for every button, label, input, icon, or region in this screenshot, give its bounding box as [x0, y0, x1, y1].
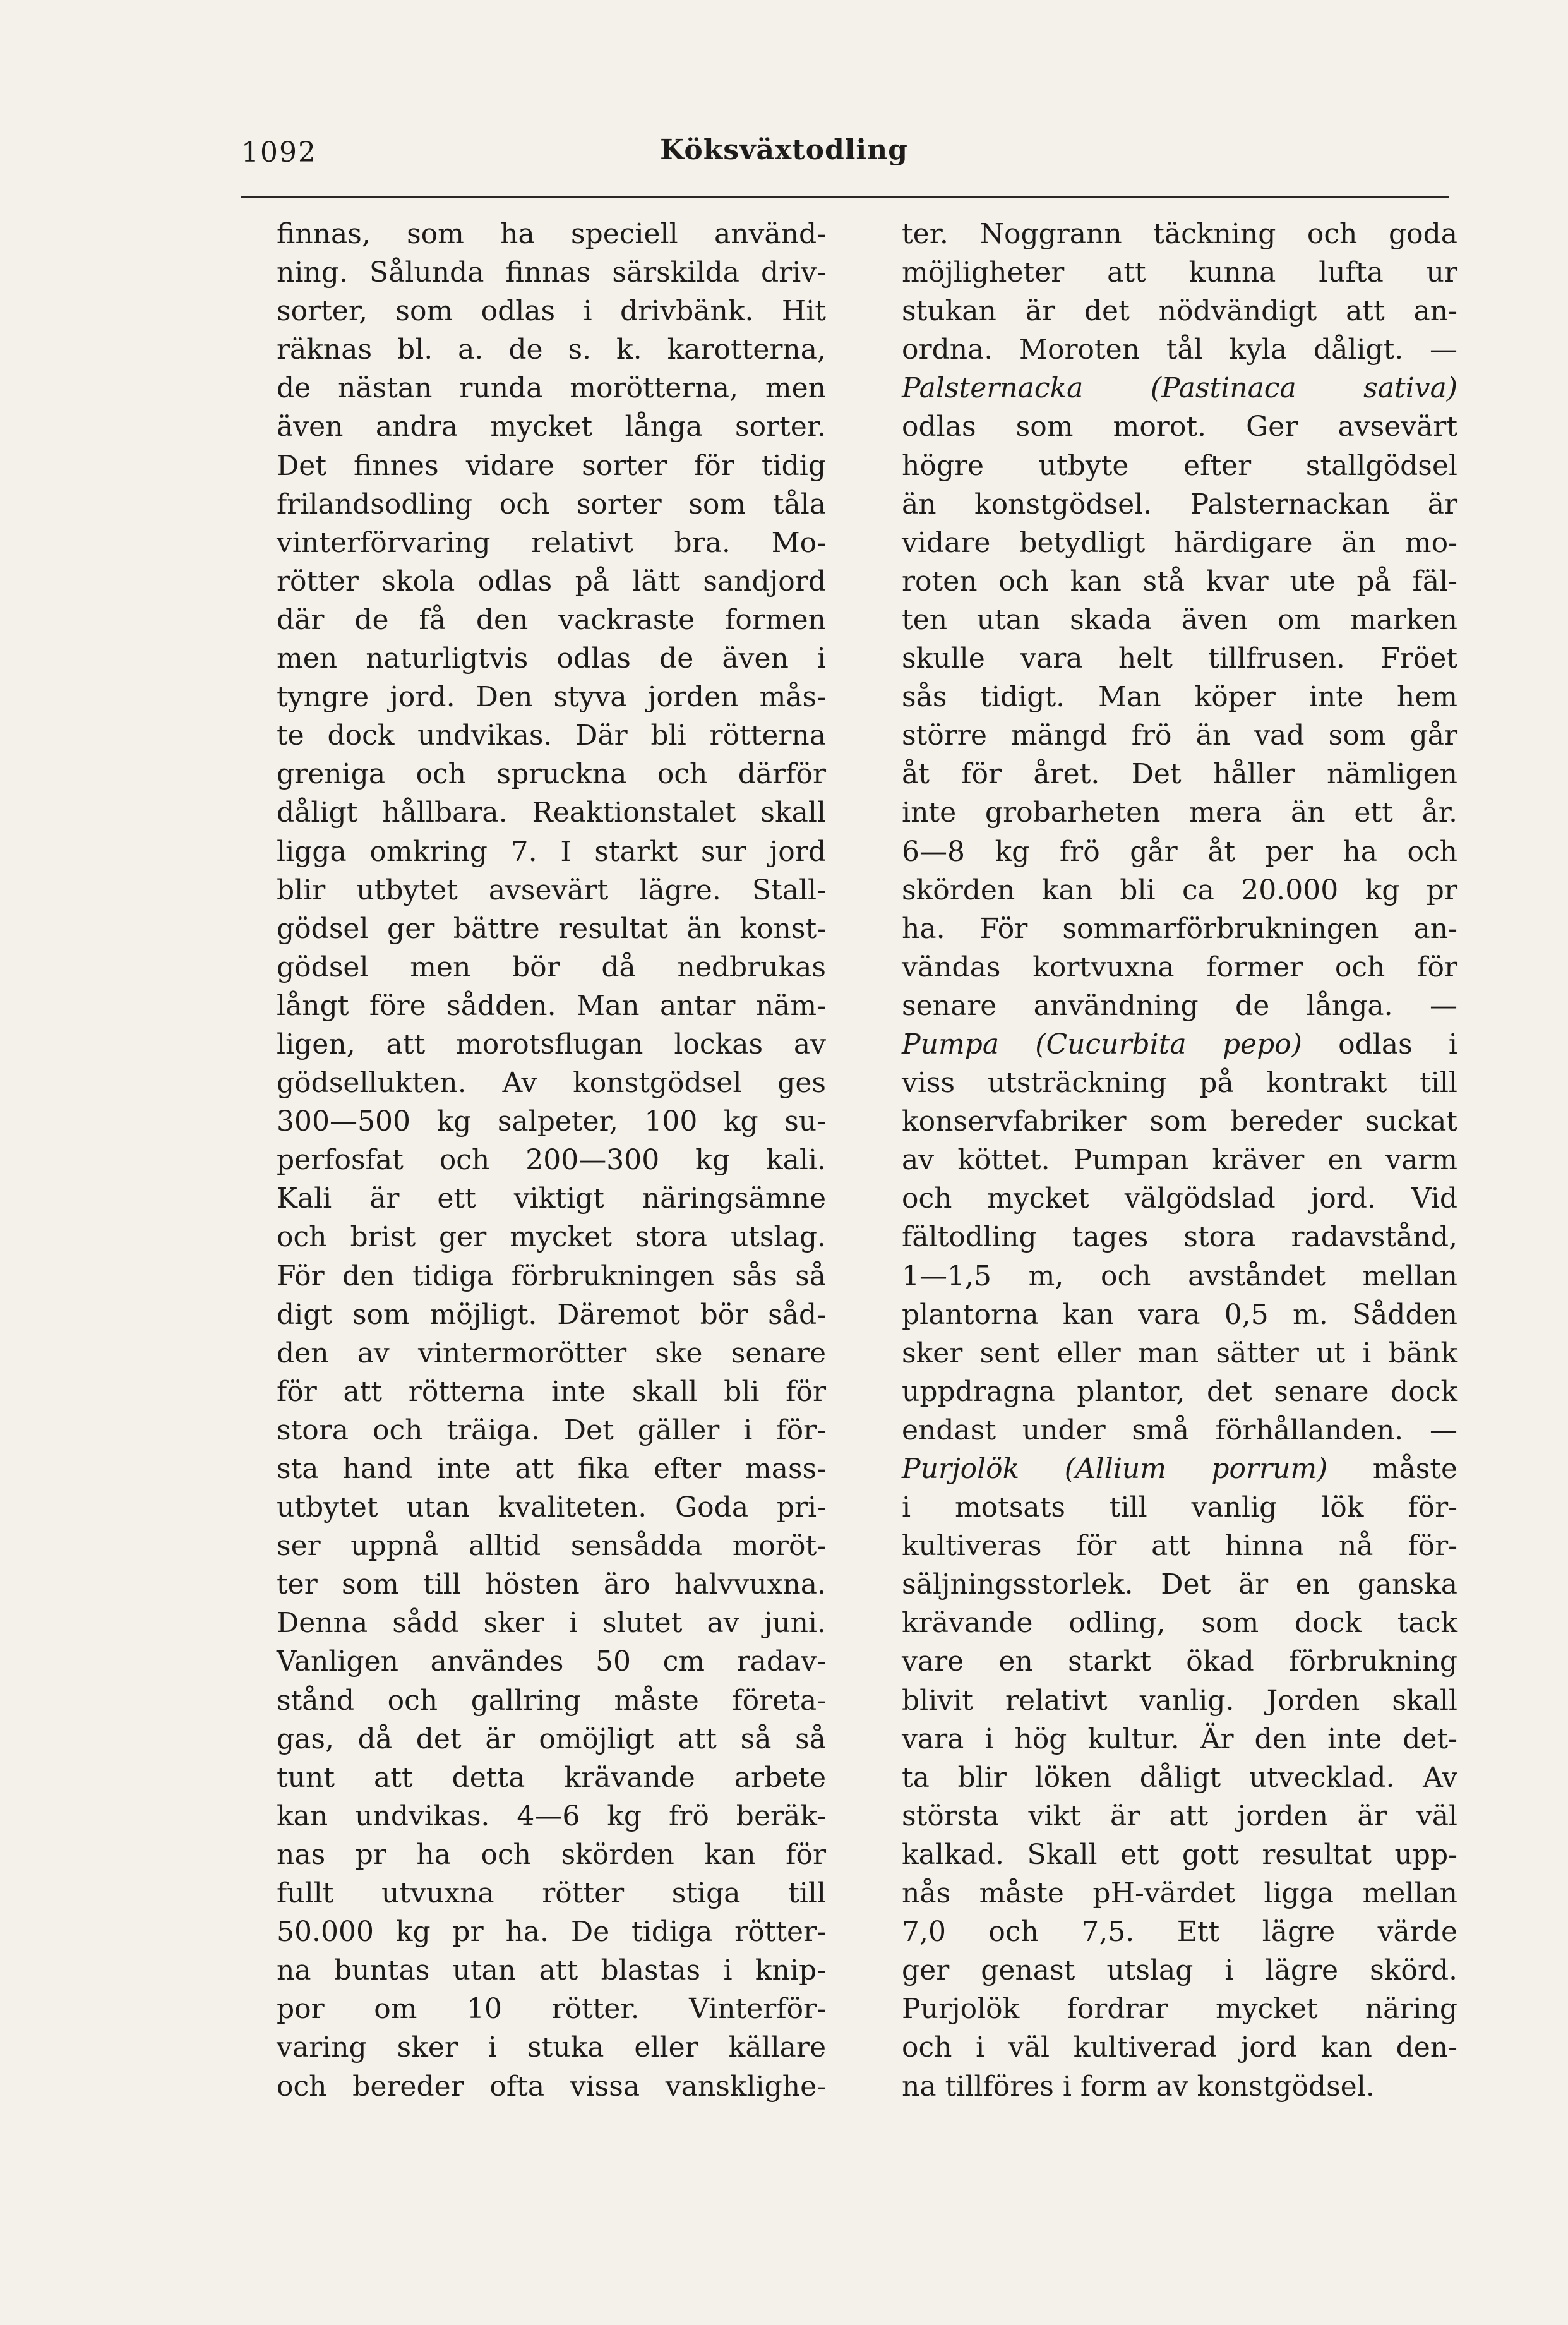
text-line: 7,0 och 7,5. Ett lägre värde — [902, 1916, 1457, 1949]
text-line: gödsellukten. Av konstgödsel ges — [277, 1067, 826, 1100]
text-line: tunt att detta krävande arbete — [277, 1761, 826, 1794]
text-line: räknas bl. a. de s. k. karotterna, — [277, 333, 826, 366]
text-line: av köttet. Pumpan kräver en varm — [902, 1144, 1457, 1177]
text-line: Palsternacka (Pastinaca sativa) — [902, 372, 1457, 405]
text-line: i motsats till vanlig lök för- — [902, 1491, 1457, 1524]
text-line: vara i hög kultur. Är den inte det- — [902, 1722, 1457, 1755]
text-line: vidare betydligt härdigare än mo- — [902, 526, 1457, 559]
text-line: större mängd frö än vad som går — [902, 719, 1457, 752]
left-column — [277, 215, 826, 2106]
text-line: tyngre jord. Den styva jorden mås- — [277, 681, 826, 714]
text-line: ordna. Moroten tål kyla dåligt. — — [902, 333, 1457, 366]
running-head: Köksväxtodling — [660, 134, 908, 166]
text-line: ter som till hösten äro halvvuxna. — [277, 1568, 826, 1601]
text-line: För den tidiga förbrukningen sås så — [277, 1259, 826, 1292]
text-line: 1—1,5 m, och avståndet mellan — [902, 1259, 1457, 1292]
text-line: långt före sådden. Man antar näm- — [277, 989, 826, 1022]
text-line: för att rötterna inte skall bli för — [277, 1375, 826, 1408]
text-line: även andra mycket långa sorter. — [277, 411, 826, 443]
text-line: skulle vara helt tillfrusen. Fröet — [902, 642, 1457, 675]
text-line: Det finnes vidare sorter för tidig — [277, 449, 826, 482]
text-line: sorter, som odlas i drivbänk. Hit — [277, 295, 826, 328]
text-line: gödsel men bör då nedbrukas — [277, 951, 826, 983]
text-line: endast under små förhållanden. — — [902, 1414, 1457, 1446]
text-line: blivit relativt vanlig. Jorden skall — [902, 1684, 1457, 1717]
text-line: ha. För sommarförbrukningen an- — [902, 912, 1457, 945]
text-line: Vanligen användes 50 cm radav- — [277, 1645, 826, 1678]
text-line: kan undvikas. 4—6 kg frö beräk- — [277, 1799, 826, 1832]
text-line: finnas, som ha speciell använd- — [277, 218, 826, 250]
text-line: na buntas utan att blastas i knip- — [277, 1954, 826, 1987]
text-line: där de få den vackraste formen — [277, 603, 826, 636]
text-line: kultiveras för att hinna nå för- — [902, 1530, 1457, 1563]
text-line: stukan är det nödvändigt att an- — [902, 295, 1457, 328]
text-line: greniga och spruckna och därför — [277, 758, 826, 791]
text-line: ser uppnå alltid sensådda moröt- — [277, 1530, 826, 1563]
text-line: Purjolök fordrar mycket näring — [902, 1993, 1457, 2026]
text-line: och brist ger mycket stora utslag. — [277, 1221, 826, 1254]
text-line: vare en starkt ökad förbrukning — [902, 1645, 1457, 1678]
text-line: högre utbyte efter stallgödsel — [902, 449, 1457, 482]
text-line: gas, då det är omöjligt att så så — [277, 1722, 826, 1755]
text-line: na tillföres i form av konstgödsel. — [902, 2070, 1375, 2103]
text-line: uppdragna plantor, det senare dock — [902, 1375, 1457, 1408]
text-line: Denna sådd sker i slutet av juni. — [277, 1607, 826, 1640]
text-line: och mycket välgödslad jord. Vid — [902, 1182, 1457, 1215]
text-line: ta blir löken dåligt utvecklad. Av — [902, 1761, 1457, 1794]
text-line: 50.000 kg pr ha. De tidiga rötter- — [277, 1916, 826, 1949]
text-line: stora och träiga. Det gäller i för- — [277, 1414, 826, 1446]
text-line: roten och kan stå kvar ute på fäl- — [902, 565, 1457, 598]
text-line: ligga omkring 7. I starkt sur jord — [277, 835, 826, 868]
text-line: te dock undvikas. Där bli rötterna — [277, 719, 826, 752]
text-line: odlas som morot. Ger avsevärt — [902, 411, 1457, 443]
text-line: och bereder ofta vissa vansklighe- — [277, 2070, 826, 2103]
text-line: den av vintermorötter ske senare — [277, 1337, 826, 1369]
text-line: senare användning de långa. — — [902, 989, 1457, 1022]
text-line: skörden kan bli ca 20.000 kg pr — [902, 874, 1457, 906]
text-line: kalkad. Skall ett gott resultat upp- — [902, 1838, 1457, 1871]
text-line: plantorna kan vara 0,5 m. Sådden — [902, 1298, 1457, 1331]
right-column — [902, 215, 1457, 2106]
text-line: ger genast utslag i lägre skörd. — [902, 1954, 1457, 1987]
text-line: sås tidigt. Man köper inte hem — [902, 681, 1457, 714]
text-line: ter. Noggrann täckning och goda — [902, 218, 1457, 250]
text-line: por om 10 rötter. Vinterför- — [277, 1993, 826, 2026]
text-line: konservfabriker som bereder suckat — [902, 1105, 1457, 1138]
text-line: vändas kortvuxna former och för — [902, 951, 1457, 983]
text-line: inte grobarheten mera än ett år. — [902, 796, 1457, 829]
text-line: rötter skola odlas på lätt sandjord — [277, 565, 826, 598]
text-line: Pumpa (Cucurbita pepo) odlas i — [902, 1028, 1457, 1060]
text-line: ning. Sålunda finnas särskilda driv- — [277, 256, 826, 289]
text-line: nås måste pH-värdet ligga mellan — [902, 1877, 1457, 1910]
text-line: nas pr ha och skörden kan för — [277, 1838, 826, 1871]
text-line: Kali är ett viktigt näringsämne — [277, 1182, 826, 1215]
text-line: fältodling tages stora radavstånd, — [902, 1221, 1457, 1254]
text-line: fullt utvuxna rötter stiga till — [277, 1877, 826, 1910]
text-line: sta hand inte att fika efter mass- — [277, 1453, 826, 1485]
text-line: utbytet utan kvaliteten. Goda pri- — [277, 1491, 826, 1524]
text-line: digt som möjligt. Däremot bör såd- — [277, 1298, 826, 1331]
text-line: säljningsstorlek. Det är en ganska — [902, 1568, 1457, 1601]
text-line: sker sent eller man sätter ut i bänk — [902, 1337, 1457, 1369]
text-line: möjligheter att kunna lufta ur — [902, 256, 1457, 289]
text-line: de nästan runda morötterna, men — [277, 372, 826, 405]
text-line: vinterförvaring relativt bra. Mo- — [277, 526, 826, 559]
text-line: 6—8 kg frö går åt per ha och — [902, 835, 1457, 868]
text-line: 300—500 kg salpeter, 100 kg su- — [277, 1105, 826, 1138]
text-line: perfosfat och 200—300 kg kali. — [277, 1144, 826, 1177]
text-line: men naturligtvis odlas de även i — [277, 642, 826, 675]
text-line: största vikt är att jorden är väl — [902, 1799, 1457, 1832]
text-line: åt för året. Det håller nämligen — [902, 758, 1457, 791]
text-line: Purjolök (Allium porrum) måste — [902, 1453, 1457, 1485]
text-line: krävande odling, som dock tack — [902, 1607, 1457, 1640]
text-line: gödsel ger bättre resultat än konst- — [277, 912, 826, 945]
page-number: 1092 — [241, 136, 317, 169]
header-rule — [241, 196, 1449, 198]
text-line: dåligt hållbara. Reaktionstalet skall — [277, 796, 826, 829]
text-line: ligen, att morotsflugan lockas av — [277, 1028, 826, 1060]
text-line: blir utbytet avsevärt lägre. Stall- — [277, 874, 826, 906]
text-line: och i väl kultiverad jord kan den- — [902, 2031, 1457, 2064]
text-line: stånd och gallring måste företa- — [277, 1684, 826, 1717]
text-line: frilandsodling och sorter som tåla — [277, 488, 826, 520]
text-line: viss utsträckning på kontrakt till — [902, 1067, 1457, 1100]
text-line: än konstgödsel. Palsternackan är — [902, 488, 1457, 520]
text-line: ten utan skada även om marken — [902, 603, 1457, 636]
text-line: varing sker i stuka eller källare — [277, 2031, 826, 2064]
